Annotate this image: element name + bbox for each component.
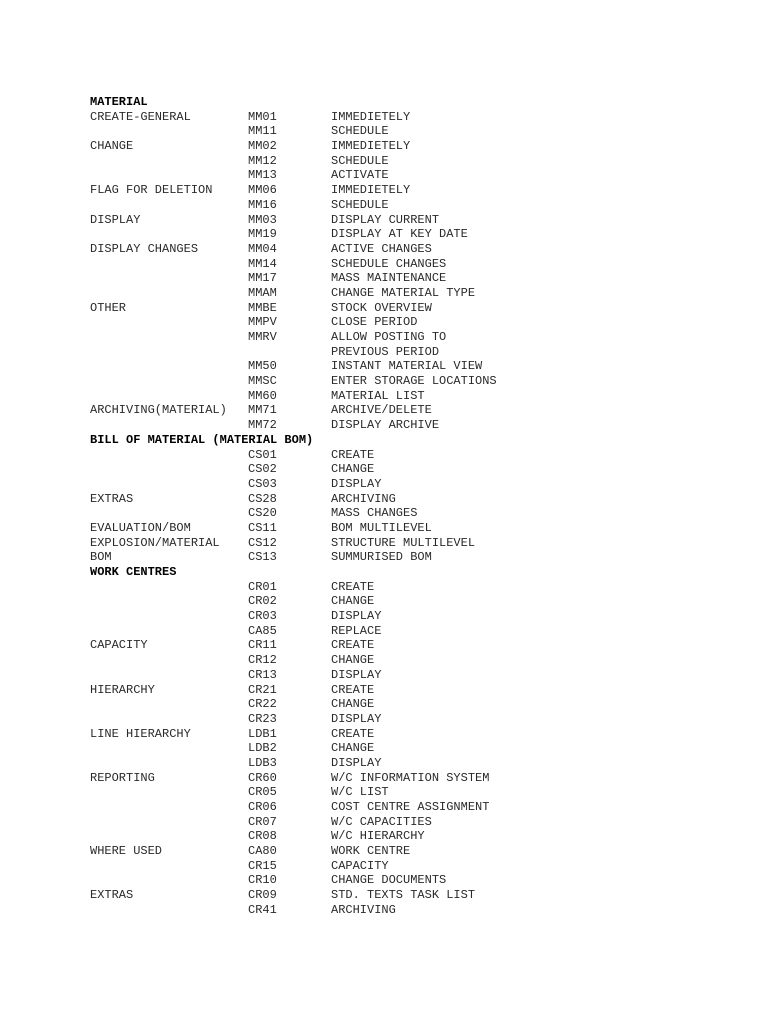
row-transaction-code: CR09 <box>248 888 277 903</box>
row-description: WORK CENTRE <box>331 844 411 859</box>
row-description: IMMEDIETELY <box>331 183 411 198</box>
row-description: DISPLAY <box>331 711 382 726</box>
row-transaction-code: CR21 <box>248 682 277 697</box>
row-transaction-code: CR15 <box>248 858 277 873</box>
row-description: W/C HIERARCHY <box>331 829 425 844</box>
row-category: DISPLAY <box>90 212 141 227</box>
row-description: CHANGE <box>331 462 375 477</box>
row-category: HIERARCHY <box>90 682 155 697</box>
row-transaction-code: MMRV <box>248 330 277 344</box>
row-description: CAPACITY <box>331 858 389 873</box>
row-description: DISPLAY ARCHIVE <box>331 418 440 433</box>
row-transaction-code: MM04 <box>248 241 277 256</box>
row-description: ARCHIVING <box>331 491 396 506</box>
row-transaction-code: MM11 <box>248 124 277 139</box>
row-transaction-code: MMAM <box>248 285 277 300</box>
row-description: IMMEDIETELY <box>331 109 411 124</box>
row-category: CHANGE <box>90 139 134 154</box>
row-description: STRUCTURE MULTILEVEL <box>331 535 476 550</box>
row-transaction-code: CS03 <box>248 476 277 491</box>
row-transaction-code: CR12 <box>248 653 277 668</box>
row-description: MATERIAL LIST <box>331 388 425 403</box>
row-category: DISPLAY CHANGES <box>90 241 199 256</box>
row-description: REPLACE <box>331 623 382 638</box>
row-transaction-code: CR41 <box>248 902 277 917</box>
row-transaction-code: MM02 <box>248 139 277 154</box>
row-description: CLOSE PERIOD <box>331 315 418 330</box>
row-description: STOCK OVERVIEW <box>331 300 432 315</box>
row-category: ARCHIVING(MATERIAL) <box>90 403 227 418</box>
row-description: ARCHIVING <box>331 902 396 917</box>
row-transaction-code: MMBE <box>248 300 277 315</box>
row-transaction-code: CR10 <box>248 873 277 888</box>
row-description: ACTIVE CHANGES <box>331 241 432 256</box>
row-description: DISPLAY <box>331 755 382 770</box>
row-description: IMMEDIETELY <box>331 139 411 154</box>
row-description: CHANGE <box>331 594 375 609</box>
row-transaction-code: LDB3 <box>248 755 277 770</box>
row-category: CAPACITY <box>90 638 148 653</box>
row-category: EXTRAS <box>90 888 134 903</box>
row-category: BOM <box>90 550 112 565</box>
row-description: DISPLAY AT KEY DATE <box>331 227 468 242</box>
section-title: WORK CENTRES <box>90 565 177 579</box>
row-description: CHANGE <box>331 653 375 668</box>
row-transaction-code: CR06 <box>248 800 277 814</box>
row-description: ACTIVATE <box>331 168 389 183</box>
row-category: OTHER <box>90 300 127 315</box>
row-transaction-code: MM14 <box>248 256 277 271</box>
row-transaction-code: MMPV <box>248 315 277 330</box>
row-description: SCHEDULE <box>331 124 389 139</box>
row-description: CHANGE MATERIAL TYPE <box>331 285 476 300</box>
row-description: W/C CAPACITIES <box>331 814 432 829</box>
row-description: SCHEDULE <box>331 153 389 168</box>
row-transaction-code: MMSC <box>248 374 277 389</box>
row-description: PREVIOUS PERIOD <box>331 344 440 359</box>
row-category: EXPLOSION/MATERIAL <box>90 535 220 550</box>
row-description: DISPLAY <box>331 476 382 491</box>
row-transaction-code: MM13 <box>248 168 277 183</box>
row-description: SCHEDULE CHANGES <box>331 256 447 271</box>
row-transaction-code: CS13 <box>248 550 277 565</box>
row-transaction-code: CS28 <box>248 491 277 506</box>
row-description: DISPLAY CURRENT <box>331 212 440 227</box>
row-description: DISPLAY <box>331 667 382 682</box>
row-transaction-code: MM60 <box>248 388 277 403</box>
row-transaction-code: MM50 <box>248 359 277 374</box>
row-transaction-code: MM12 <box>248 153 277 168</box>
row-description: CHANGE DOCUMENTS <box>331 873 447 888</box>
row-transaction-code: MM71 <box>248 403 277 418</box>
row-transaction-code: CR03 <box>248 609 277 624</box>
row-description: CHANGE <box>331 741 375 756</box>
row-description: SCHEDULE <box>331 197 389 212</box>
row-transaction-code: CR22 <box>248 697 277 712</box>
row-description: SUMMURISED BOM <box>331 550 432 565</box>
row-description: COST CENTRE ASSIGNMENT <box>331 800 490 814</box>
row-transaction-code: CS02 <box>248 462 277 477</box>
row-transaction-code: CR23 <box>248 711 277 726</box>
row-description: MASS MAINTENANCE <box>331 271 447 286</box>
row-description: ARCHIVE/DELETE <box>331 403 432 418</box>
row-description: BOM MULTILEVEL <box>331 520 432 535</box>
row-description: CREATE <box>331 579 375 594</box>
row-transaction-code: CS20 <box>248 506 277 521</box>
row-transaction-code: MM16 <box>248 197 277 212</box>
row-category: REPORTING <box>90 770 155 785</box>
row-transaction-code: CS01 <box>248 447 277 462</box>
row-transaction-code: MM72 <box>248 418 277 433</box>
row-transaction-code: CR13 <box>248 667 277 682</box>
row-transaction-code: CA80 <box>248 844 277 859</box>
row-transaction-code: CA85 <box>248 623 277 638</box>
row-transaction-code: MM06 <box>248 183 277 198</box>
row-category: LINE HIERARCHY <box>90 726 191 741</box>
row-description: CHANGE <box>331 697 375 712</box>
row-transaction-code: CR11 <box>248 638 277 653</box>
row-transaction-code: LDB2 <box>248 741 277 756</box>
row-description: STD. TEXTS TASK LIST <box>331 888 476 903</box>
row-category: FLAG FOR DELETION <box>90 183 213 198</box>
section-title: MATERIAL <box>90 95 148 109</box>
row-description: INSTANT MATERIAL VIEW <box>331 359 483 374</box>
row-description: CREATE <box>331 638 375 653</box>
row-transaction-code: CR07 <box>248 814 277 829</box>
row-description: ALLOW POSTING TO <box>331 330 447 344</box>
row-category: CREATE-GENERAL <box>90 109 191 124</box>
row-category: EVALUATION/BOM <box>90 520 191 535</box>
row-transaction-code: CR02 <box>248 594 277 609</box>
row-description: MASS CHANGES <box>331 506 418 521</box>
row-description: CREATE <box>331 726 375 741</box>
row-transaction-code: CR05 <box>248 785 277 800</box>
row-category: EXTRAS <box>90 491 134 506</box>
row-transaction-code: CS12 <box>248 535 277 550</box>
section-title: BILL OF MATERIAL (MATERIAL BOM) <box>90 432 314 447</box>
row-transaction-code: CR08 <box>248 829 277 844</box>
row-transaction-code: MM19 <box>248 227 277 242</box>
row-transaction-code: MM01 <box>248 109 277 124</box>
row-category: WHERE USED <box>90 844 163 859</box>
row-transaction-code: CR01 <box>248 579 277 594</box>
row-transaction-code: LDB1 <box>248 726 277 741</box>
row-description: ENTER STORAGE LOCATIONS <box>331 374 497 389</box>
row-description: CREATE <box>331 447 375 462</box>
row-description: DISPLAY <box>331 609 382 624</box>
row-transaction-code: MM03 <box>248 212 277 227</box>
row-transaction-code: MM17 <box>248 271 277 286</box>
row-description: CREATE <box>331 682 375 697</box>
row-transaction-code: CS11 <box>248 520 277 535</box>
row-transaction-code: CR60 <box>248 770 277 785</box>
row-description: W/C INFORMATION SYSTEM <box>331 770 490 785</box>
row-description: W/C LIST <box>331 785 389 800</box>
